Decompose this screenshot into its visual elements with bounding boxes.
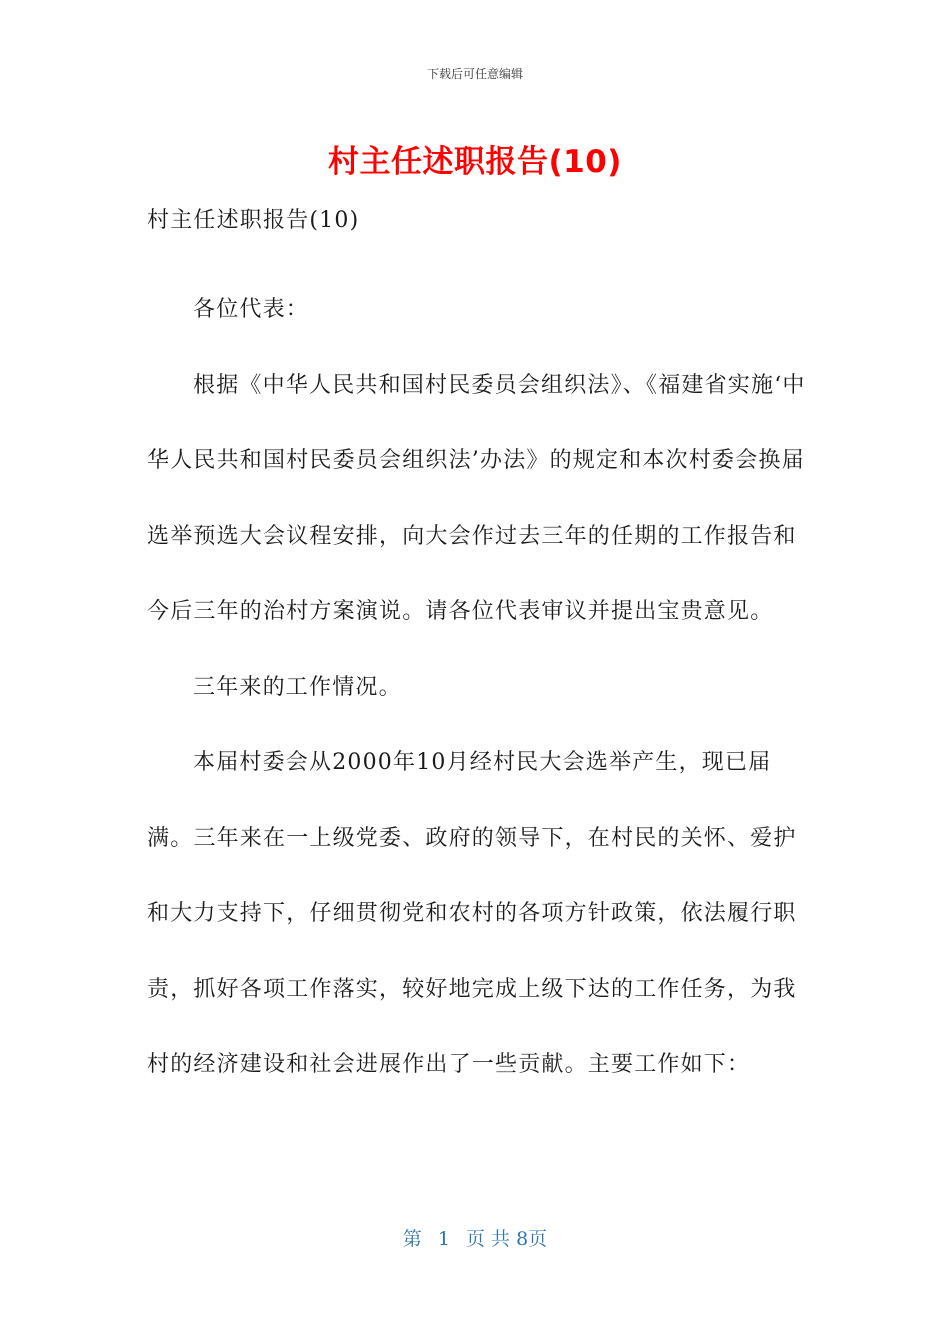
footer-page-number: 1 [437, 1228, 450, 1250]
paragraph-work-summary: 本届村委会从2000年10月经村民大会选举产生，现已届满。三年来在一上级党委、政府的领导下，在村民的关怀、爱护和大力支持下，仔细贯彻党和农村的各项方针政策，依法履行职责，抓好各项工作落实，较好地完成上级下达的工作任务，为我村的经济建设和社会进展作出了一些贡献。主要工作如下： [147, 750, 797, 1077]
footer-total: 8页 [516, 1228, 548, 1250]
paragraph-intro: 根据《中华人民共和国村民委员会组织法》、《福建省实施‘中华人民共和国村民委员会组织法’办法》的规定和本次村委会换届选举预选大会议程安排，向大会作过去三年的任期的工作报告和今后三年的治村方案演说。请各位代表审议并提出宝贵意见。 [147, 372, 806, 624]
document-subtitle: 村主任述职报告(10) [147, 208, 360, 233]
header-note: 下载后可任意编辑 [426, 67, 523, 81]
document-body [147, 197, 807, 1103]
paragraph-section-heading: 三年来的工作情况。 [193, 674, 402, 700]
page-footer [0, 1225, 950, 1253]
paragraph-salutation: 各位代表： [193, 297, 310, 322]
footer-middle: 页 共 [466, 1228, 511, 1250]
footer-prefix: 第 [402, 1228, 422, 1250]
document-title: 村主任述职报告(10) [328, 144, 622, 180]
